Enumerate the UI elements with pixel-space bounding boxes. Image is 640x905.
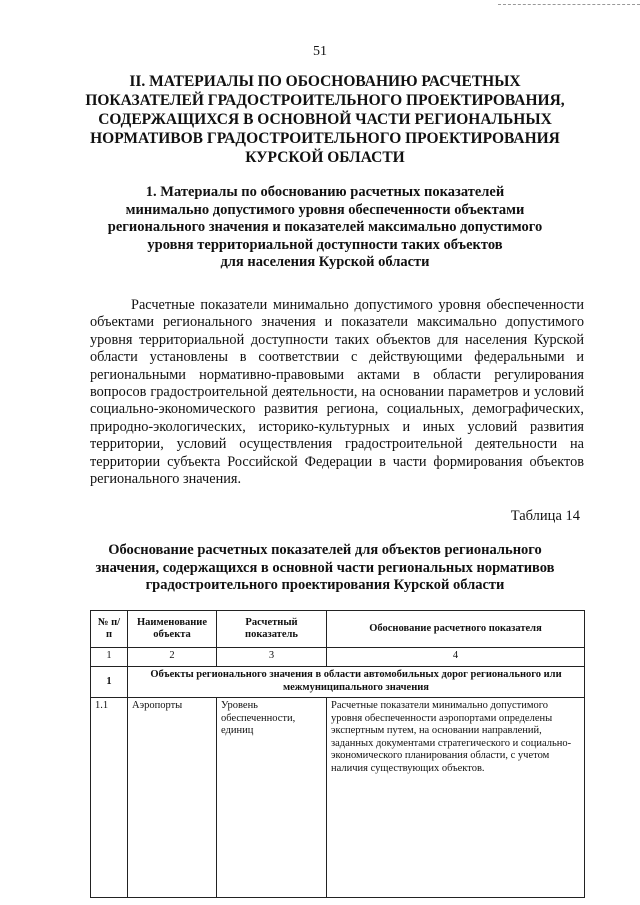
table-title-line: градостроительного проектирования Курской области bbox=[145, 577, 505, 593]
row-object: Аэропорты bbox=[128, 698, 217, 898]
subsection-title-line: 1. Материалы по обоснованию расчетных показателей bbox=[145, 184, 505, 200]
section-title bbox=[60, 72, 590, 167]
table-title-line: значения, содержащихся в основной части региональных нормативов bbox=[95, 559, 555, 576]
subsection-title-line: регионального значения и показателей максимально допустимого bbox=[107, 219, 543, 235]
group-title: Объекты регионального значения в области автомобильных дорог регионального или межмуниципального значения bbox=[128, 667, 585, 698]
section-title-line: НОРМАТИВОВ ГРАДОСТРОИТЕЛЬНОГО ПРОЕКТИРОВАНИЯ bbox=[90, 130, 560, 147]
group-row bbox=[91, 667, 585, 698]
row-number: 1.1 bbox=[91, 698, 128, 898]
column-number: 2 bbox=[128, 648, 217, 667]
body-paragraph: Расчетные показатели минимально допустимого уровня обеспеченности объектами регионального значения и показатели максимально допустимого уровня территориальной доступности таких объектов для населения Курской области установлены в соответствии с действующими федеральными и региональными нормативно-правовыми актами в области регулирования вопросов градостроительной деятельности, на основании параметров и условий социально-экономического развития региона, социальных, демографических, природно-экологических, историко-культурных и иных условий развития территории, условий осуществления градостроительной деятельности на территории субъекта Российской Федерации в части формирования объектов регионального значения. bbox=[90, 297, 584, 488]
page-number: 51 bbox=[313, 44, 327, 59]
table-row bbox=[91, 698, 585, 898]
subsection-title-line: минимально допустимого уровня обеспеченности объектами bbox=[125, 201, 525, 218]
subsection-title bbox=[60, 184, 590, 272]
justification-table bbox=[90, 610, 585, 898]
section-title-line: ПОКАЗАТЕЛЕЙ ГРАДОСТРОИТЕЛЬНОГО ПРОЕКТИРОВАНИЯ, bbox=[85, 92, 565, 109]
table-label: Таблица 14 bbox=[510, 508, 580, 524]
header-number: № п/п bbox=[91, 611, 128, 648]
section-title-line: II. МАТЕРИАЛЫ ПО ОБОСНОВАНИЮ РАСЧЕТНЫХ bbox=[129, 73, 521, 90]
column-number: 1 bbox=[91, 648, 128, 667]
section-title-line: СОДЕРЖАЩИХСЯ В ОСНОВНОЙ ЧАСТИ РЕГИОНАЛЬНЫХ bbox=[98, 111, 552, 128]
header-object-name: Наименование объекта bbox=[128, 611, 217, 648]
column-number: 3 bbox=[217, 648, 327, 667]
table-title bbox=[60, 542, 590, 595]
subsection-title-line: для населения Курской области bbox=[220, 254, 430, 270]
row-indicator: Уровень обеспеченности, единиц bbox=[217, 698, 327, 898]
subsection-title-line: уровня территориальной доступности таких объектов bbox=[147, 236, 503, 253]
row-justification: Расчетные показатели минимально допустимого уровня обеспеченности аэропортами определены экспертным путем, на основании направлений, заданных документами стратегического и социально-экономического планирования области, с учетом наличия существующих объектов. bbox=[327, 698, 585, 898]
section-title-line: КУРСКОЙ ОБЛАСТИ bbox=[245, 149, 405, 166]
column-number: 4 bbox=[327, 648, 585, 667]
header-justification: Обоснование расчетного показателя bbox=[327, 611, 585, 648]
table-header-row bbox=[91, 611, 585, 648]
column-number-row bbox=[91, 648, 585, 667]
scan-edge-mark bbox=[498, 4, 640, 8]
header-indicator: Расчетный показатель bbox=[217, 611, 327, 648]
group-number: 1 bbox=[91, 667, 128, 698]
table-title-line: Обоснование расчетных показателей для объектов регионального bbox=[108, 542, 542, 558]
